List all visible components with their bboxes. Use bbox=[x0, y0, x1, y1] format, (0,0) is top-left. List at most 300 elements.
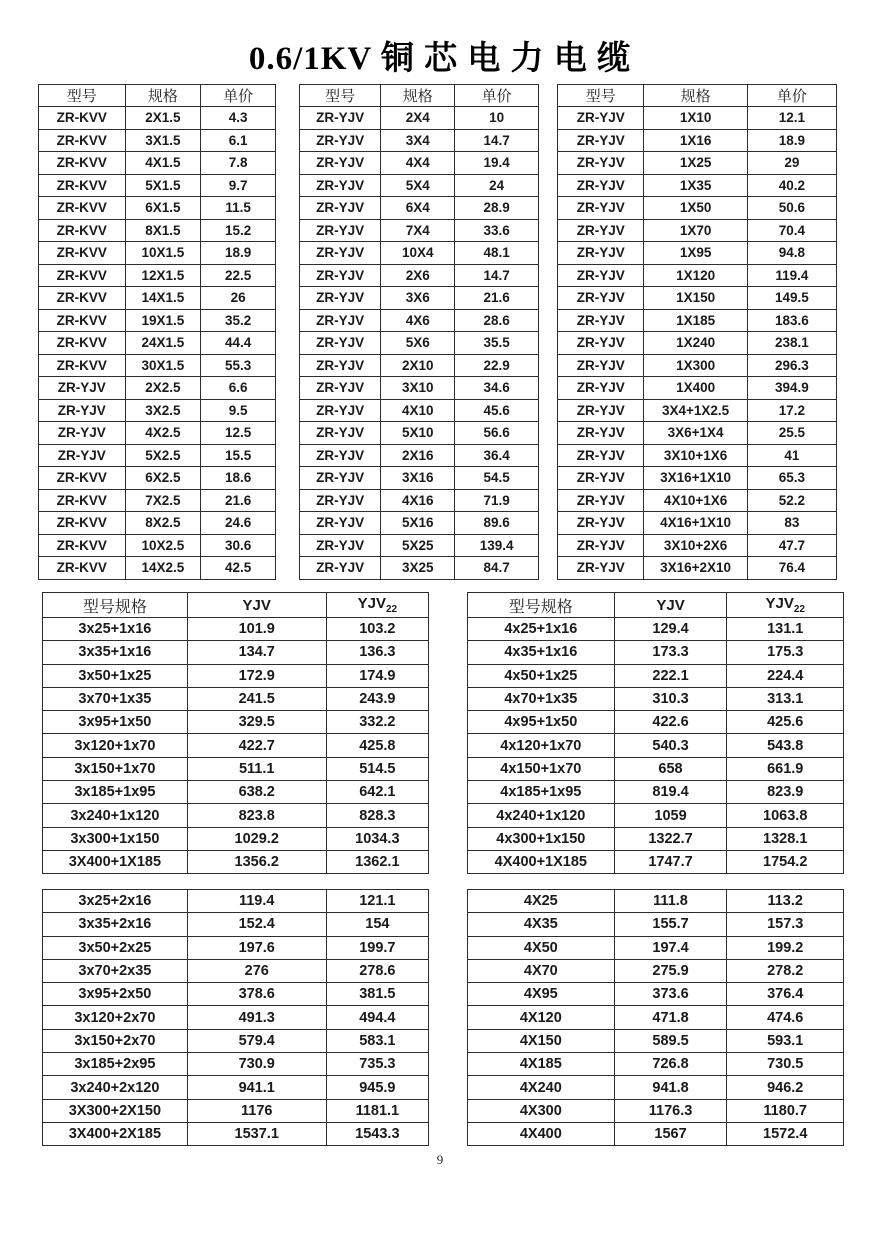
table-row bbox=[43, 890, 429, 913]
table-cell: 1X400 bbox=[644, 377, 747, 400]
table-cell: 1X95 bbox=[644, 242, 747, 265]
table-cell: 540.3 bbox=[614, 734, 727, 757]
table-cell: 1754.2 bbox=[727, 850, 844, 873]
table-row bbox=[468, 618, 844, 641]
table-cell: 71.9 bbox=[455, 489, 539, 512]
table-cell: 2X2.5 bbox=[125, 377, 201, 400]
yjv-equal4core-table bbox=[467, 889, 844, 1146]
table-cell: 1567 bbox=[614, 1122, 727, 1145]
table-cell: 22.5 bbox=[201, 264, 276, 287]
table-row bbox=[43, 1029, 429, 1052]
table-row bbox=[468, 913, 844, 936]
table-cell: 583.1 bbox=[326, 1029, 428, 1052]
table-cell: 4x70+1x35 bbox=[468, 687, 615, 710]
table-cell: 3x50+1x25 bbox=[43, 664, 188, 687]
table-cell: 658 bbox=[614, 757, 727, 780]
table-row bbox=[39, 512, 276, 535]
table-row bbox=[39, 174, 276, 197]
table-cell: 579.4 bbox=[187, 1029, 326, 1052]
table-cell: 7X4 bbox=[381, 219, 455, 242]
table-cell: 3x185+2x95 bbox=[43, 1053, 188, 1076]
table-cell: 1X185 bbox=[644, 309, 747, 332]
table-cell: 29 bbox=[747, 152, 836, 175]
table-cell: 3X10+2X6 bbox=[644, 534, 747, 557]
table-row bbox=[558, 129, 837, 152]
column-header-yjv: YJV bbox=[187, 593, 326, 618]
table-cell: 543.8 bbox=[727, 734, 844, 757]
table-cell: 174.9 bbox=[326, 664, 428, 687]
table-cell: ZR-YJV bbox=[558, 399, 644, 422]
table-cell: 6.6 bbox=[201, 377, 276, 400]
table-cell: 1X120 bbox=[644, 264, 747, 287]
table-cell: 40.2 bbox=[747, 174, 836, 197]
table-row bbox=[468, 850, 844, 873]
table-cell: ZR-KVV bbox=[39, 219, 126, 242]
table-cell: 3X1.5 bbox=[125, 129, 201, 152]
table-cell: 3x50+2x25 bbox=[43, 936, 188, 959]
table-cell: 373.6 bbox=[614, 983, 727, 1006]
table-row bbox=[468, 734, 844, 757]
table-row bbox=[468, 641, 844, 664]
table-cell: ZR-YJV bbox=[558, 152, 644, 175]
table-cell: ZR-KVV bbox=[39, 332, 126, 355]
table-cell: 18.6 bbox=[201, 467, 276, 490]
table-cell: ZR-YJV bbox=[558, 174, 644, 197]
table-cell: 5X25 bbox=[381, 534, 455, 557]
table-row bbox=[39, 129, 276, 152]
table-cell: 5X4 bbox=[381, 174, 455, 197]
table-cell: 34.6 bbox=[455, 377, 539, 400]
table-cell: 1176 bbox=[187, 1099, 326, 1122]
table-cell: 139.4 bbox=[455, 534, 539, 557]
table-cell: ZR-YJV bbox=[300, 422, 381, 445]
table-cell: ZR-YJV bbox=[39, 422, 126, 445]
table-cell: 12.5 bbox=[201, 422, 276, 445]
table-cell: 1328.1 bbox=[727, 827, 844, 850]
table-cell: 154 bbox=[326, 913, 428, 936]
table-row bbox=[300, 107, 539, 130]
table-row bbox=[43, 913, 429, 936]
table-row bbox=[468, 1006, 844, 1029]
table-cell: ZR-YJV bbox=[300, 354, 381, 377]
table-row bbox=[558, 107, 837, 130]
table-row bbox=[558, 332, 837, 355]
table-cell: 134.7 bbox=[187, 641, 326, 664]
table-row bbox=[558, 467, 837, 490]
table-cell: 76.4 bbox=[747, 557, 836, 580]
table-cell: ZR-YJV bbox=[558, 467, 644, 490]
table-cell: 329.5 bbox=[187, 711, 326, 734]
table-cell: 3X25 bbox=[381, 557, 455, 580]
table-cell: 12.1 bbox=[747, 107, 836, 130]
table-cell: 172.9 bbox=[187, 664, 326, 687]
table-cell: 4X300 bbox=[468, 1099, 615, 1122]
table-cell: 4X25 bbox=[468, 890, 615, 913]
table-cell: 3X6 bbox=[381, 287, 455, 310]
table-row bbox=[468, 1053, 844, 1076]
table-row bbox=[39, 219, 276, 242]
table-cell: 3X4+1X2.5 bbox=[644, 399, 747, 422]
table-cell: 26 bbox=[201, 287, 276, 310]
table-cell: ZR-YJV bbox=[300, 174, 381, 197]
table-row bbox=[300, 557, 539, 580]
table-cell: 1543.3 bbox=[326, 1122, 428, 1145]
table-row bbox=[43, 1006, 429, 1029]
table-cell: 6X1.5 bbox=[125, 197, 201, 220]
page-title: 0.6/1KV 铜 芯 电 力 电 缆 bbox=[248, 41, 632, 77]
table-cell: 131.1 bbox=[727, 618, 844, 641]
table-cell: 4X6 bbox=[381, 309, 455, 332]
table-cell: 4x185+1x95 bbox=[468, 781, 615, 804]
table-cell: 4X95 bbox=[468, 983, 615, 1006]
table-cell: 471.8 bbox=[614, 1006, 727, 1029]
table-cell: 3X2.5 bbox=[125, 399, 201, 422]
table-cell: 3X6+1X4 bbox=[644, 422, 747, 445]
table-cell: ZR-YJV bbox=[300, 107, 381, 130]
table-cell: 3X16+2X10 bbox=[644, 557, 747, 580]
table-cell: 593.1 bbox=[727, 1029, 844, 1052]
table-cell: ZR-YJV bbox=[39, 399, 126, 422]
table-cell: 1362.1 bbox=[326, 850, 428, 873]
table-row bbox=[558, 174, 837, 197]
table-cell: 9.5 bbox=[201, 399, 276, 422]
table-cell: 24X1.5 bbox=[125, 332, 201, 355]
table-row bbox=[43, 1099, 429, 1122]
table-row bbox=[39, 444, 276, 467]
column-header-yjv22: $YJV_{22}$ bbox=[727, 593, 844, 618]
table-row bbox=[300, 422, 539, 445]
table-cell: ZR-YJV bbox=[558, 512, 644, 535]
table-cell: 4X240 bbox=[468, 1076, 615, 1099]
table-cell: 2X1.5 bbox=[125, 107, 201, 130]
table-cell: 14.7 bbox=[455, 264, 539, 287]
table-cell: 726.8 bbox=[614, 1053, 727, 1076]
table-cell: 4X400 bbox=[468, 1122, 615, 1145]
table-row bbox=[300, 444, 539, 467]
table-cell: 4x35+1x16 bbox=[468, 641, 615, 664]
table-cell: ZR-KVV bbox=[39, 152, 126, 175]
table-row bbox=[43, 804, 429, 827]
table-cell: 823.9 bbox=[727, 781, 844, 804]
table-cell: 511.1 bbox=[187, 757, 326, 780]
table-row bbox=[43, 1122, 429, 1145]
table-row bbox=[300, 287, 539, 310]
table-cell: 3X400+2X185 bbox=[43, 1122, 188, 1145]
table-cell: 3x240+1x120 bbox=[43, 804, 188, 827]
table-cell: ZR-YJV bbox=[300, 534, 381, 557]
table-cell: ZR-KVV bbox=[39, 512, 126, 535]
table-cell: ZR-YJV bbox=[558, 444, 644, 467]
table-cell: 422.7 bbox=[187, 734, 326, 757]
table-cell: 10X4 bbox=[381, 242, 455, 265]
table-cell: 47.7 bbox=[747, 534, 836, 557]
yjv-3plus2core-table bbox=[42, 889, 429, 1146]
yjv-price-table-middle bbox=[299, 84, 539, 580]
table-row bbox=[558, 354, 837, 377]
kvv-price-table-left bbox=[38, 84, 276, 580]
table-cell: 25.5 bbox=[747, 422, 836, 445]
table-cell: 4x240+1x120 bbox=[468, 804, 615, 827]
table-row bbox=[558, 264, 837, 287]
table-cell: 4x25+1x16 bbox=[468, 618, 615, 641]
table-cell: ZR-YJV bbox=[300, 377, 381, 400]
table-cell: 113.2 bbox=[727, 890, 844, 913]
table-cell: 149.5 bbox=[747, 287, 836, 310]
table-cell: ZR-YJV bbox=[300, 467, 381, 490]
table-cell: ZR-YJV bbox=[300, 197, 381, 220]
table-cell: 11.5 bbox=[201, 197, 276, 220]
table-cell: 3x185+1x95 bbox=[43, 781, 188, 804]
table-cell: 173.3 bbox=[614, 641, 727, 664]
table-cell: 4X16 bbox=[381, 489, 455, 512]
table-cell: ZR-KVV bbox=[39, 129, 126, 152]
table-cell: 35.5 bbox=[455, 332, 539, 355]
table-cell: ZR-KVV bbox=[39, 354, 126, 377]
table-cell: 41 bbox=[747, 444, 836, 467]
table-cell: 946.2 bbox=[727, 1076, 844, 1099]
table-cell: ZR-YJV bbox=[558, 422, 644, 445]
table-cell: 1572.4 bbox=[727, 1122, 844, 1145]
table-cell: 494.4 bbox=[326, 1006, 428, 1029]
table-row bbox=[558, 534, 837, 557]
table-row bbox=[300, 332, 539, 355]
yjv-4core-table bbox=[467, 592, 844, 874]
table-cell: ZR-YJV bbox=[39, 444, 126, 467]
table-cell: 661.9 bbox=[727, 757, 844, 780]
table-header-row bbox=[468, 593, 844, 618]
table-cell: 1X10 bbox=[644, 107, 747, 130]
table-cell: 199.7 bbox=[326, 936, 428, 959]
table-cell: 1322.7 bbox=[614, 827, 727, 850]
column-header-model-spec: 型号规格 bbox=[468, 593, 615, 618]
table-row bbox=[558, 512, 837, 535]
column-header-spec: 规格 bbox=[125, 85, 201, 107]
table-cell: 8X1.5 bbox=[125, 219, 201, 242]
table-cell: 1X35 bbox=[644, 174, 747, 197]
table-cell: 5X10 bbox=[381, 422, 455, 445]
page-number: 9 bbox=[436, 1152, 444, 1167]
table-cell: ZR-YJV bbox=[558, 287, 644, 310]
table-cell: 14X2.5 bbox=[125, 557, 201, 580]
column-header-model: 型号 bbox=[558, 85, 644, 107]
table-cell: ZR-YJV bbox=[558, 309, 644, 332]
table-cell: 24 bbox=[455, 174, 539, 197]
table-cell: 3x95+1x50 bbox=[43, 711, 188, 734]
table-cell: 3X16 bbox=[381, 467, 455, 490]
table-cell: 3x240+2x120 bbox=[43, 1076, 188, 1099]
table-cell: 83 bbox=[747, 512, 836, 535]
table-cell: 35.2 bbox=[201, 309, 276, 332]
table-cell: 425.8 bbox=[326, 734, 428, 757]
yjv-price-table-right bbox=[557, 84, 837, 580]
column-header-price: 单价 bbox=[455, 85, 539, 107]
table-cell: 941.8 bbox=[614, 1076, 727, 1099]
table-cell: 3X4 bbox=[381, 129, 455, 152]
table-cell: 9.7 bbox=[201, 174, 276, 197]
table-row bbox=[558, 287, 837, 310]
table-cell: ZR-KVV bbox=[39, 242, 126, 265]
table-cell: 1034.3 bbox=[326, 827, 428, 850]
table-row bbox=[558, 557, 837, 580]
table-header-row bbox=[300, 85, 539, 107]
table-cell: 474.6 bbox=[727, 1006, 844, 1029]
table-cell: 243.9 bbox=[326, 687, 428, 710]
table-cell: 18.9 bbox=[747, 129, 836, 152]
table-row bbox=[558, 377, 837, 400]
table-row bbox=[43, 641, 429, 664]
table-cell: 4x120+1x70 bbox=[468, 734, 615, 757]
table-cell: 1181.1 bbox=[326, 1099, 428, 1122]
table-cell: 7X2.5 bbox=[125, 489, 201, 512]
table-cell: ZR-YJV bbox=[300, 242, 381, 265]
table-cell: 1X25 bbox=[644, 152, 747, 175]
table-cell: 2X10 bbox=[381, 354, 455, 377]
table-cell: 278.2 bbox=[727, 959, 844, 982]
column-header-model-spec: 型号规格 bbox=[43, 593, 188, 618]
table-row bbox=[43, 618, 429, 641]
table-cell: 4X16+1X10 bbox=[644, 512, 747, 535]
table-cell: ZR-YJV bbox=[300, 129, 381, 152]
table-cell: 1X150 bbox=[644, 287, 747, 310]
table-row bbox=[558, 309, 837, 332]
table-row bbox=[558, 152, 837, 175]
table-row bbox=[39, 107, 276, 130]
table-cell: 3x150+1x70 bbox=[43, 757, 188, 780]
table-cell: 1176.3 bbox=[614, 1099, 727, 1122]
table-row bbox=[300, 489, 539, 512]
table-cell: ZR-YJV bbox=[558, 264, 644, 287]
table-cell: 101.9 bbox=[187, 618, 326, 641]
table-row bbox=[468, 959, 844, 982]
table-cell: ZR-YJV bbox=[558, 332, 644, 355]
table-cell: ZR-YJV bbox=[300, 264, 381, 287]
table-row bbox=[300, 512, 539, 535]
table-cell: 1X16 bbox=[644, 129, 747, 152]
table-cell: 589.5 bbox=[614, 1029, 727, 1052]
table-cell: ZR-YJV bbox=[558, 242, 644, 265]
table-cell: ZR-KVV bbox=[39, 557, 126, 580]
table-cell: 730.9 bbox=[187, 1053, 326, 1076]
table-cell: 7.8 bbox=[201, 152, 276, 175]
table-row bbox=[300, 354, 539, 377]
table-row bbox=[43, 983, 429, 1006]
table-cell: 55.3 bbox=[201, 354, 276, 377]
table-cell: 70.4 bbox=[747, 219, 836, 242]
table-cell: 89.6 bbox=[455, 512, 539, 535]
table-cell: 50.6 bbox=[747, 197, 836, 220]
table-cell: 4x50+1x25 bbox=[468, 664, 615, 687]
table-cell: 394.9 bbox=[747, 377, 836, 400]
table-cell: 4X50 bbox=[468, 936, 615, 959]
table-cell: ZR-YJV bbox=[300, 557, 381, 580]
table-row bbox=[558, 219, 837, 242]
table-cell: 1537.1 bbox=[187, 1122, 326, 1145]
table-row bbox=[558, 197, 837, 220]
table-row bbox=[39, 557, 276, 580]
table-cell: 19.4 bbox=[455, 152, 539, 175]
table-cell: 30X1.5 bbox=[125, 354, 201, 377]
table-cell: 22.9 bbox=[455, 354, 539, 377]
table-cell: 129.4 bbox=[614, 618, 727, 641]
table-cell: 199.2 bbox=[727, 936, 844, 959]
table-cell: 10X2.5 bbox=[125, 534, 201, 557]
table-cell: 197.4 bbox=[614, 936, 727, 959]
table-cell: 3x35+1x16 bbox=[43, 641, 188, 664]
table-cell: 5X6 bbox=[381, 332, 455, 355]
table-row bbox=[39, 287, 276, 310]
table-cell: 276 bbox=[187, 959, 326, 982]
table-cell: 4X10+1X6 bbox=[644, 489, 747, 512]
table-cell: ZR-KVV bbox=[39, 534, 126, 557]
table-cell: ZR-KVV bbox=[39, 467, 126, 490]
table-cell: 730.5 bbox=[727, 1053, 844, 1076]
table-row bbox=[468, 983, 844, 1006]
table-cell: 4X2.5 bbox=[125, 422, 201, 445]
table-cell: 6X4 bbox=[381, 197, 455, 220]
table-cell: 155.7 bbox=[614, 913, 727, 936]
table-row bbox=[43, 827, 429, 850]
table-cell: 422.6 bbox=[614, 711, 727, 734]
table-cell: 4X150 bbox=[468, 1029, 615, 1052]
table-cell: 14.7 bbox=[455, 129, 539, 152]
table-row bbox=[39, 242, 276, 265]
table-cell: ZR-YJV bbox=[300, 287, 381, 310]
table-cell: 52.2 bbox=[747, 489, 836, 512]
table-cell: 378.6 bbox=[187, 983, 326, 1006]
table-cell: 111.8 bbox=[614, 890, 727, 913]
table-cell: 197.6 bbox=[187, 936, 326, 959]
table-row bbox=[558, 422, 837, 445]
table-row bbox=[468, 936, 844, 959]
table-cell: ZR-KVV bbox=[39, 107, 126, 130]
table-row bbox=[39, 534, 276, 557]
table-cell: 6X2.5 bbox=[125, 467, 201, 490]
table-cell: 278.6 bbox=[326, 959, 428, 982]
table-cell: 1029.2 bbox=[187, 827, 326, 850]
table-cell: 275.9 bbox=[614, 959, 727, 982]
table-row bbox=[468, 890, 844, 913]
table-cell: 4X120 bbox=[468, 1006, 615, 1029]
table-row bbox=[300, 152, 539, 175]
table-row bbox=[558, 444, 837, 467]
table-row bbox=[468, 687, 844, 710]
table-cell: 33.6 bbox=[455, 219, 539, 242]
table-cell: 1X70 bbox=[644, 219, 747, 242]
table-row bbox=[468, 827, 844, 850]
table-cell: 425.6 bbox=[727, 711, 844, 734]
column-header-price: 单价 bbox=[201, 85, 276, 107]
table-cell: 224.4 bbox=[727, 664, 844, 687]
table-cell: ZR-KVV bbox=[39, 264, 126, 287]
table-cell: ZR-YJV bbox=[558, 534, 644, 557]
table-cell: 5X16 bbox=[381, 512, 455, 535]
table-row bbox=[43, 664, 429, 687]
table-cell: 1747.7 bbox=[614, 850, 727, 873]
table-row bbox=[300, 264, 539, 287]
table-cell: 4X1.5 bbox=[125, 152, 201, 175]
table-cell: ZR-YJV bbox=[558, 557, 644, 580]
table-cell: 4X70 bbox=[468, 959, 615, 982]
table-cell: 638.2 bbox=[187, 781, 326, 804]
column-header-model: 型号 bbox=[39, 85, 126, 107]
table-cell: ZR-YJV bbox=[300, 489, 381, 512]
table-cell: 84.7 bbox=[455, 557, 539, 580]
table-cell: 1X50 bbox=[644, 197, 747, 220]
table-cell: 30.6 bbox=[201, 534, 276, 557]
table-row bbox=[43, 1053, 429, 1076]
table-cell: 514.5 bbox=[326, 757, 428, 780]
table-cell: 2X6 bbox=[381, 264, 455, 287]
